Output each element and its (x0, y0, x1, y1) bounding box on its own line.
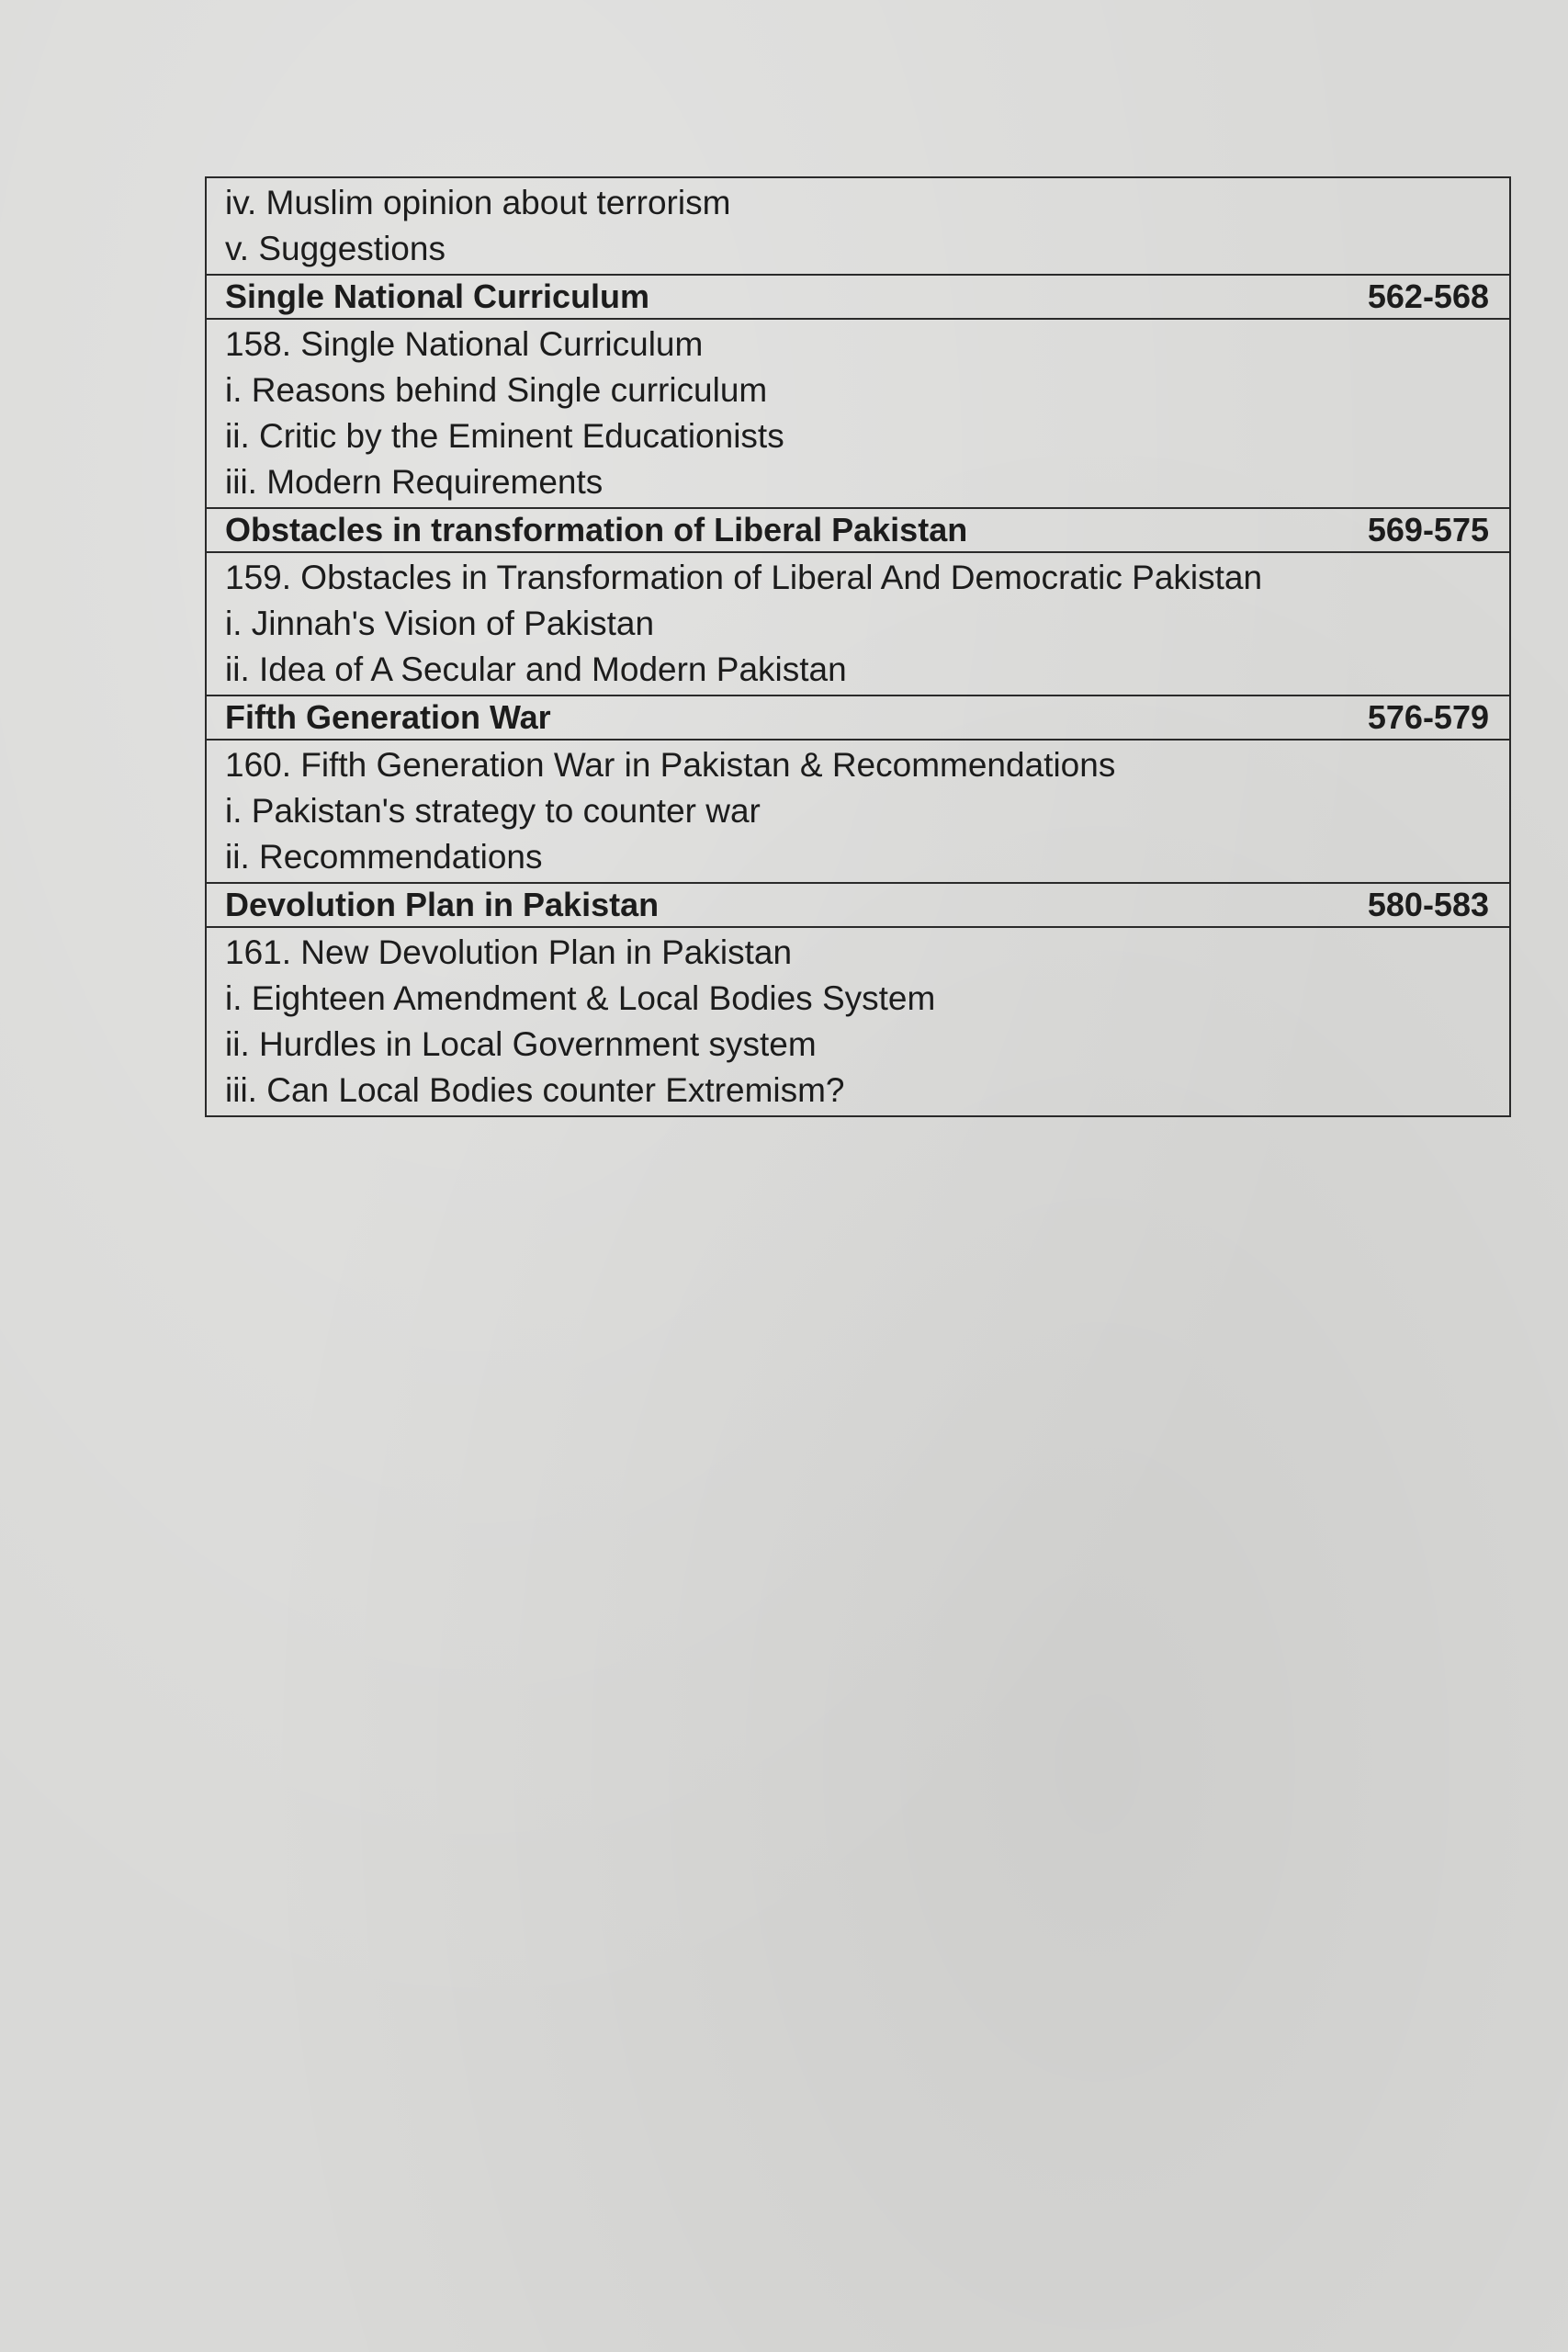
section-heading-devolution-plan (207, 882, 1509, 928)
topic-line: i. Reasons behind Single curriculum (225, 371, 768, 409)
topic-line: i. Eighteen Amendment & Local Bodies System (225, 979, 936, 1017)
topic-line: ii. Hurdles in Local Government system (225, 1025, 817, 1063)
section-heading-obstacles-liberal-pakistan (207, 507, 1509, 553)
section-title: Single National Curriculum (225, 277, 650, 315)
topic-line: i. Jinnah's Vision of Pakistan (225, 605, 655, 642)
section-body (207, 553, 1509, 695)
topic-line: ii. Recommendations (225, 838, 543, 876)
page-range: 576-579 (1367, 698, 1489, 736)
topic-line: iii. Can Local Bodies counter Extremism? (225, 1071, 845, 1109)
page-range: 569-575 (1367, 511, 1489, 548)
topic-line: 160. Fifth Generation War in Pakistan & Recommendations (225, 746, 1116, 784)
section-body (207, 741, 1509, 882)
topic-line: iv. Muslim opinion about terrorism (225, 184, 731, 221)
topic-line: v. Suggestions (225, 230, 446, 267)
section-title: Devolution Plan in Pakistan (225, 886, 660, 923)
continued-topic-body (207, 178, 1509, 274)
topic-line: 161. New Devolution Plan in Pakistan (225, 933, 793, 971)
section-heading-fifth-generation-war (207, 695, 1509, 741)
section-title: Obstacles in transformation of Liberal Pakistan (225, 511, 968, 548)
topic-line: ii. Idea of A Secular and Modern Pakistan (225, 650, 847, 688)
page-range: 562-568 (1367, 277, 1489, 315)
topic-line: i. Pakistan's strategy to counter war (225, 792, 761, 830)
section-body (207, 928, 1509, 1115)
page-range: 580-583 (1367, 886, 1489, 923)
section-title: Fifth Generation War (225, 698, 551, 736)
section-heading-single-national-curriculum (207, 274, 1509, 320)
topic-line: ii. Critic by the Eminent Educationists (225, 417, 784, 455)
table-of-contents (205, 176, 1511, 1117)
topic-line: 158. Single National Curriculum (225, 325, 704, 363)
topic-line: 159. Obstacles in Transformation of Liberal And Democratic Pakistan (225, 559, 1263, 596)
section-body (207, 320, 1509, 507)
topic-line: iii. Modern Requirements (225, 463, 604, 501)
